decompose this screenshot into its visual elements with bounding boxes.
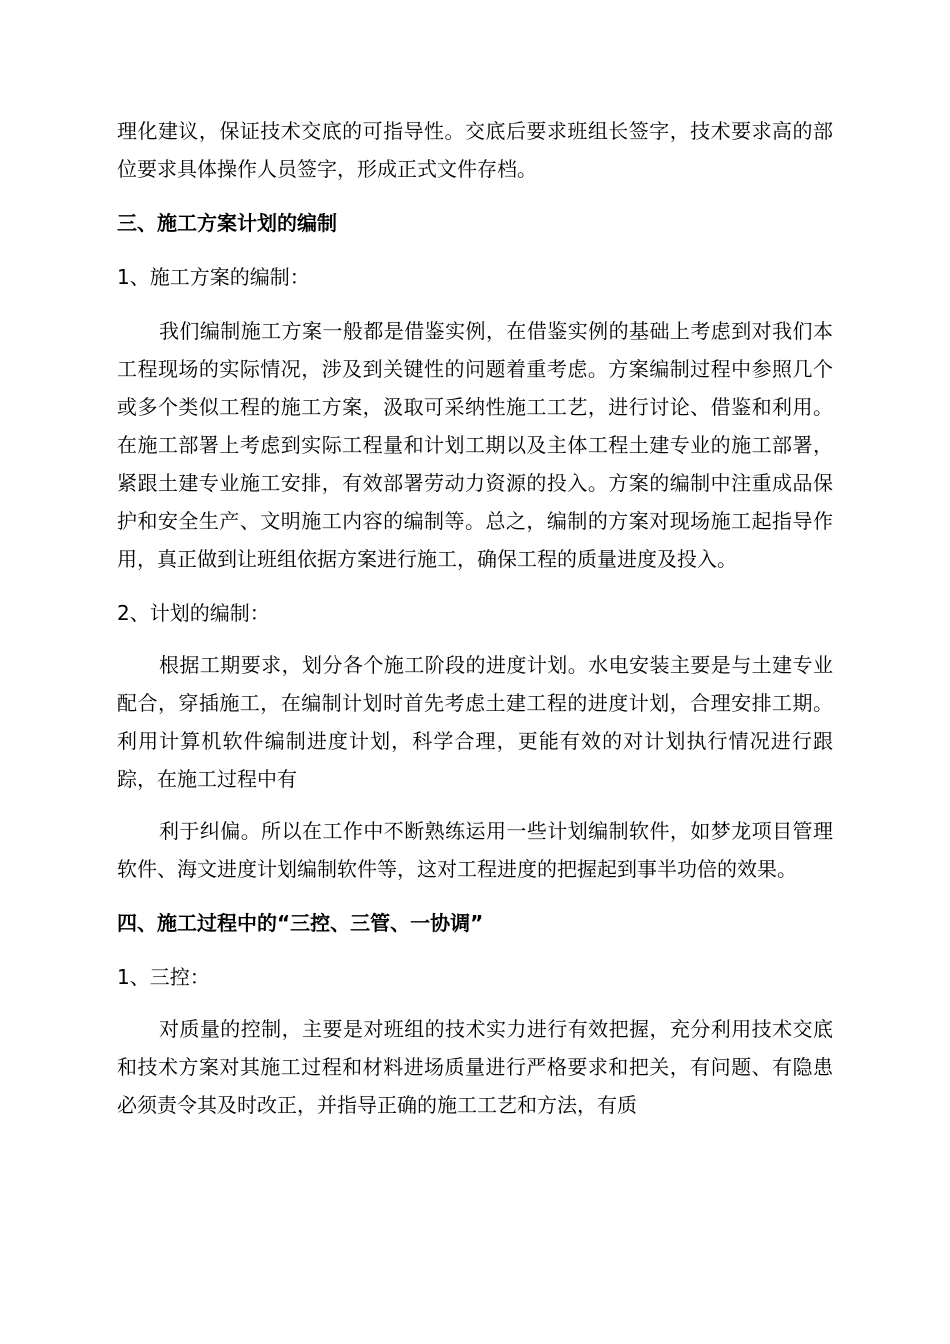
subsection-heading-3-2: 2、计划的编制：: [117, 601, 270, 625]
paragraph-plan: 根据工期要求，划分各个施工阶段的进度计划。水电安装主要是与土建专业配合，穿插施工，在编制计划时首先考虑土建工程的进度计划，合理安排工期。利用计算机软件编制进度计划，科学合理，更能有效的对计划执行情况进行跟踪，在施工过程中有: [117, 653, 833, 791]
paragraph-plan-continued: 利于纠偏。所以在工作中不断熟练运用一些计划编制软件，如梦龙项目管理软件、海文进度计划编制软件等，这对工程进度的把握起到事半功倍的效果。: [117, 819, 833, 881]
subsection-heading-4-1: 1、三控：: [117, 965, 210, 989]
section-heading-4: 四、施工过程中的“三控、三管、一协调”: [117, 911, 484, 935]
document-page: [117, 112, 833, 1124]
subsection-heading-3-1: 1、施工方案的编制：: [117, 265, 310, 289]
paragraph-scheme: 我们编制施工方案一般都是借鉴实例，在借鉴实例的基础上考虑到对我们本工程现场的实际情况，涉及到关键性的问题着重考虑。方案编制过程中参照几个或多个类似工程的施工方案，汲取可采纳性施工工艺，进行讨论、借鉴和利用。在施工部署上考虑到实际工程量和计划工期以及主体工程土建专业的施工部署，紧跟土建专业施工安排，有效部署劳动力资源的投入。方案的编制中注重成品保护和安全生产、文明施工内容的编制等。总之，编制的方案对现场施工起指导作用，真正做到让班组依据方案进行施工，确保工程的质量进度及投入。: [117, 319, 833, 571]
paragraph-quality-control: 对质量的控制，主要是对班组的技术实力进行有效把握，充分利用技术交底和技术方案对其施工过程和材料进场质量进行严格要求和把关，有问题、有隐患必须责令其及时改正，并指导正确的施工工艺和方法，有质: [117, 1017, 833, 1117]
paragraph-continuation: 理化建议，保证技术交底的可指导性。交底后要求班组长签字，技术要求高的部位要求具体操作人员签字，形成正式文件存档。: [117, 119, 833, 181]
section-heading-3: 三、施工方案计划的编制: [117, 211, 337, 235]
